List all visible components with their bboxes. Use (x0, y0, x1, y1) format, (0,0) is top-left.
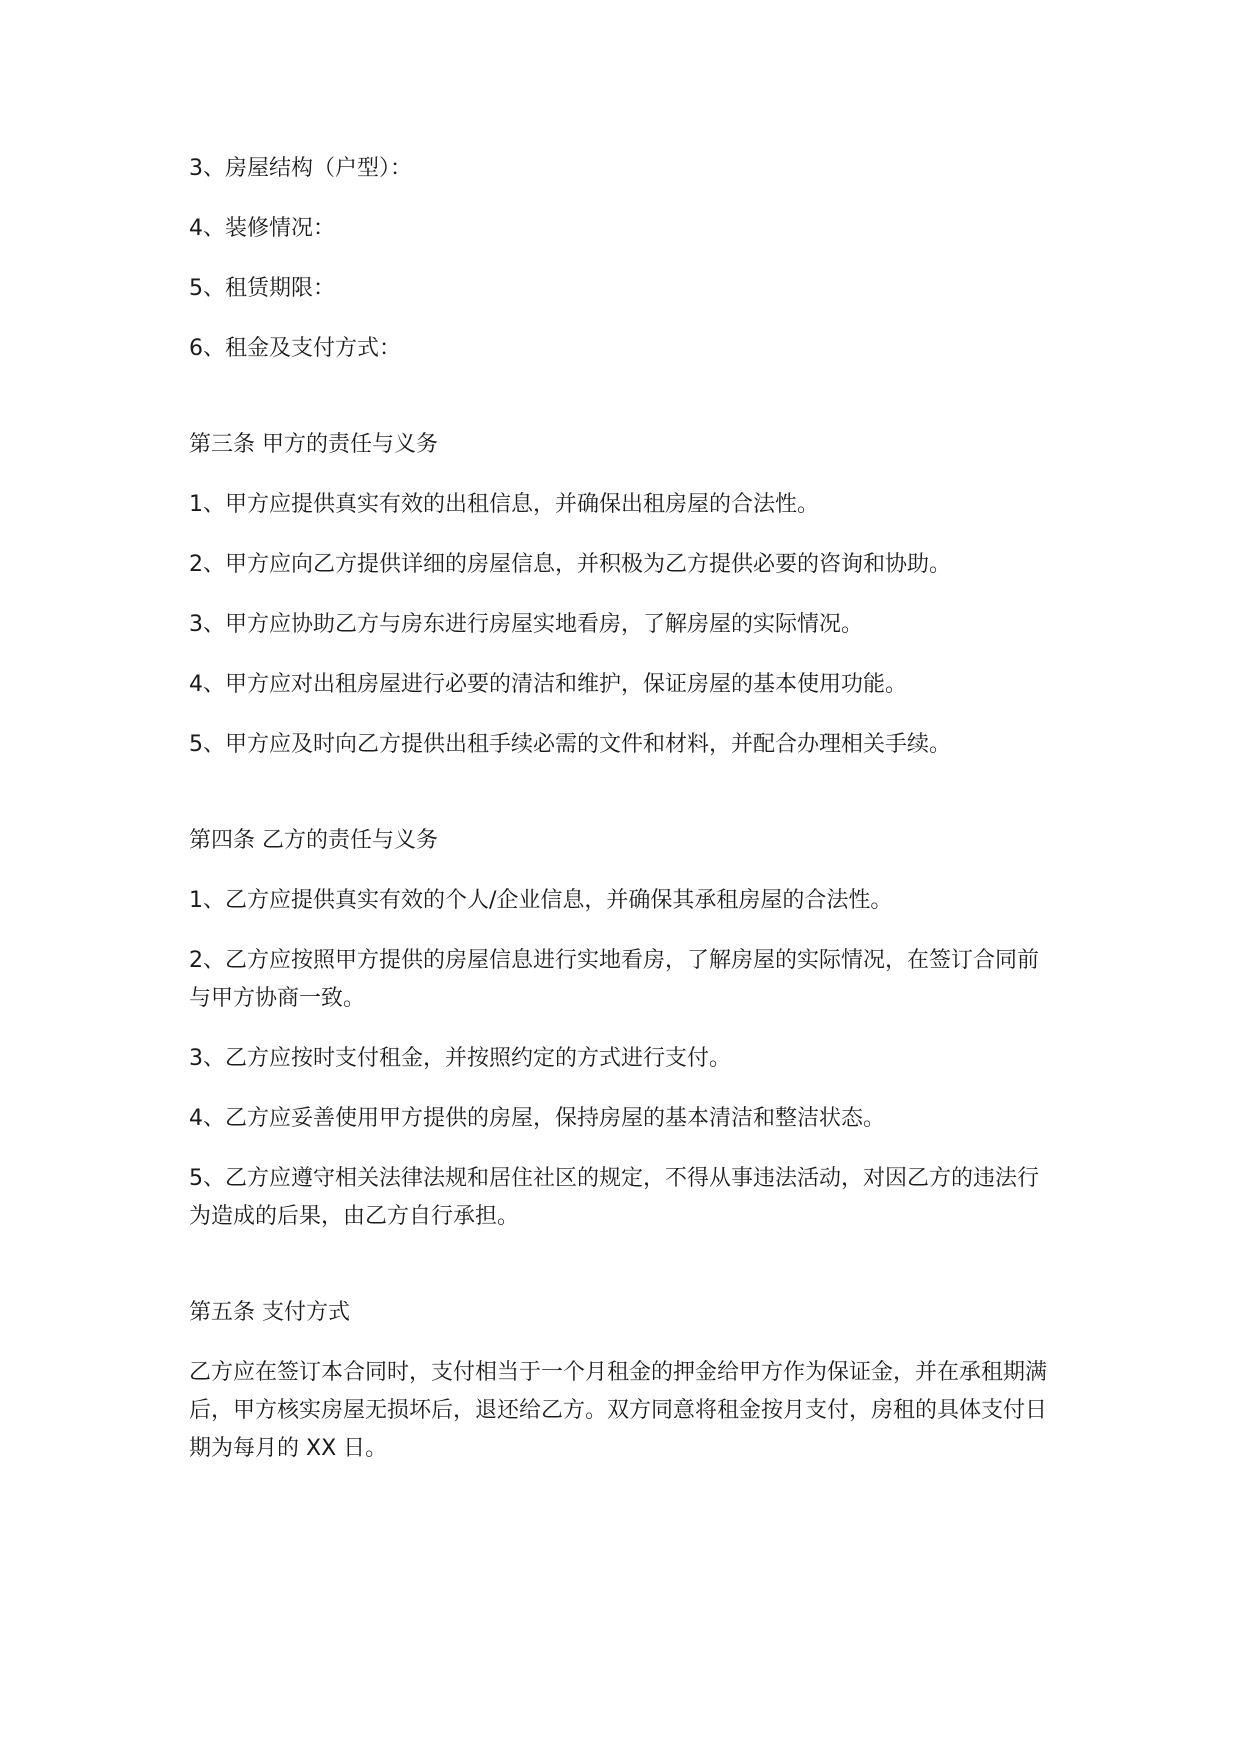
list-item: 5、甲方应及时向乙方提供出租手续必需的文件和材料，并配合办理相关手续。 (189, 732, 951, 757)
list-item: 1、甲方应提供真实有效的出租信息，并确保出租房屋的合法性。 (189, 492, 819, 517)
list-item-lease-term: 5、租赁期限： (189, 276, 335, 301)
list-item: 4、甲方应对出租房屋进行必要的清洁和维护，保证房屋的基本使用功能。 (189, 672, 907, 697)
list-item: 4、乙方应妥善使用甲方提供的房屋，保持房屋的基本清洁和整洁状态。 (189, 1106, 885, 1131)
section-title-party-a: 第三条 甲方的责任与义务 (189, 432, 438, 457)
list-item-decoration: 4、装修情况： (189, 216, 335, 241)
list-item-structure: 3、房屋结构（户型）： (189, 156, 412, 181)
list-item: 5、乙方应遵守相关法律法规和居住社区的规定，不得从事违法活动，对因乙方的违法行为造成的后果，由乙方自行承担。 (189, 1166, 1039, 1229)
section-title-payment: 第五条 支付方式 (189, 1300, 350, 1325)
list-item-rent-payment: 6、租金及支付方式： (189, 336, 401, 361)
list-item: 2、甲方应向乙方提供详细的房屋信息，并积极为乙方提供必要的咨询和协助。 (189, 552, 951, 577)
list-item: 1、乙方应提供真实有效的个人/企业信息，并确保其承租房屋的合法性。 (189, 888, 893, 913)
list-item: 3、甲方应协助乙方与房东进行房屋实地看房，了解房屋的实际情况。 (189, 612, 863, 637)
payment-paragraph: 乙方应在签订本合同时，支付相当于一个月租金的押金给甲方作为保证金，并在承租期满后，甲方核实房屋无损坏后，退还给乙方。双方同意将租金按月支付，房租的具体支付日期为每月的 XX 日。 (189, 1360, 1048, 1461)
list-item: 3、乙方应按时支付租金，并按照约定的方式进行支付。 (189, 1046, 731, 1071)
list-item: 2、乙方应按照甲方提供的房屋信息进行实地看房，了解房屋的实际情况，在签订合同前与甲方协商一致。 (189, 948, 1039, 1011)
document-content (189, 150, 1059, 1490)
section-title-party-b: 第四条 乙方的责任与义务 (189, 828, 438, 853)
